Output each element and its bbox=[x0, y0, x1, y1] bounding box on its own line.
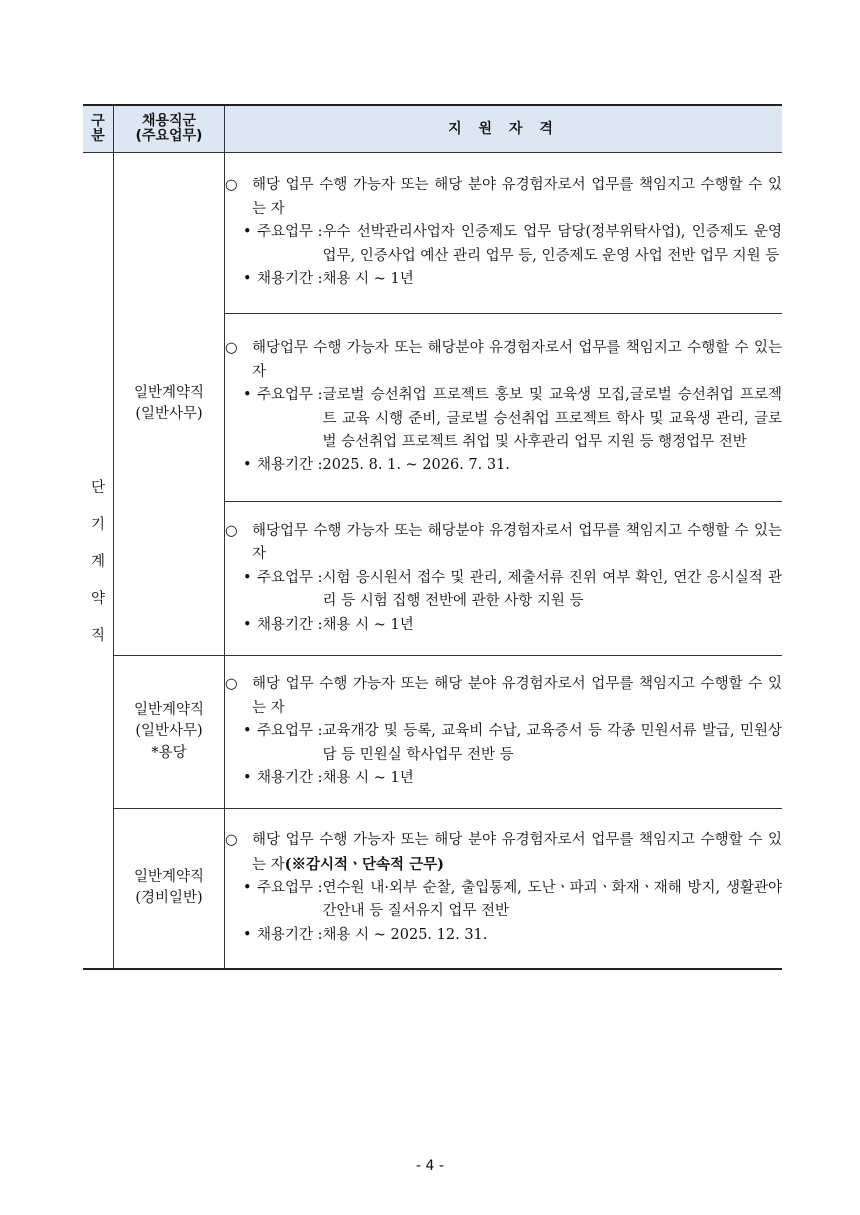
duty-item: • 주요업무 : 연수원 내·외부 순찰, 출입통제, 도난ㆍ파괴ㆍ화재ㆍ재해 방지, 생활관야간안내 등 질서유지 업무 전반 bbox=[225, 877, 782, 924]
job-line: 일반계약직 bbox=[133, 869, 205, 886]
bullet-icon: • bbox=[243, 224, 252, 241]
header-division-bottom: 분 bbox=[91, 128, 105, 144]
qualification-cell bbox=[225, 656, 783, 809]
duty-item: • 주요업무 : 글로벌 승선취업 프로젝트 홍보 및 교육생 모집,글로벌 승선취업 프로젝트 교육 시행 준비, 글로벌 승선취업 프로젝트 학사 및 교육생 관리, 글로벌 승선취업 프로젝트 취업 및 사후관리 업무 지원 등 행정업무 전반 bbox=[225, 384, 782, 454]
recruitment-table bbox=[83, 104, 782, 970]
table-row bbox=[83, 656, 782, 809]
job-line: 일반계약직 bbox=[133, 384, 205, 401]
qualification-cell bbox=[225, 502, 783, 656]
period-item: • 채용기간 : 채용 시 ~ 1년 bbox=[225, 767, 782, 790]
bullet-icon: • bbox=[243, 723, 252, 740]
division-char: 직 bbox=[90, 627, 105, 644]
division-cell bbox=[83, 153, 114, 969]
job-line: 일반계약직 bbox=[133, 702, 205, 719]
bullet-icon: • bbox=[243, 616, 252, 633]
division-char: 계 bbox=[90, 553, 105, 570]
header-division bbox=[83, 105, 114, 153]
period-item: • 채용기간 : 채용 시 ~ 1년 bbox=[225, 268, 782, 291]
bullet-icon: • bbox=[243, 387, 252, 404]
header-job-line2: (주요업무) bbox=[135, 128, 203, 144]
qualification-bold-note: (※감시적ㆍ단속적 근무) bbox=[284, 855, 444, 873]
division-char: 약 bbox=[90, 590, 105, 607]
period-item: • 채용기간 : 2025. 8. 1. ~ 2026. 7. 31. bbox=[225, 454, 782, 477]
duty-item: • 주요업무 : 시험 응시원서 접수 및 관리, 제출서류 진위 여부 확인, 연간 응시실적 관리 등 시험 집행 전반에 관한 사항 지원 등 bbox=[225, 567, 782, 614]
bullet-icon: • bbox=[243, 271, 252, 288]
duty-item: • 주요업무 : 교육개강 및 등록, 교육비 수납, 교육증서 등 각종 민원서류 발급, 민원상담 등 민원실 학사업무 전반 등 bbox=[225, 720, 782, 767]
qualification-cell bbox=[225, 314, 783, 502]
bullet-icon: • bbox=[243, 457, 252, 474]
job-group-cell bbox=[114, 656, 225, 809]
job-line: (일반사무) bbox=[135, 406, 203, 422]
job-group-cell bbox=[114, 809, 225, 969]
division-char: 기 bbox=[90, 516, 105, 533]
bullet-icon: • bbox=[243, 569, 252, 586]
page-number: - 4 - bbox=[416, 1158, 444, 1174]
job-group-cell bbox=[114, 153, 225, 656]
header-job-group bbox=[114, 105, 225, 153]
qualification-text: ○ 해당 업무 수행 가능자 또는 해당 분야 유경험자로서 업무를 책임지고 수행할 수 있는 자(※감시적ㆍ단속적 근무) bbox=[225, 832, 782, 873]
table-row bbox=[83, 153, 782, 314]
bullet-icon: • bbox=[243, 926, 252, 943]
table-row bbox=[83, 809, 782, 969]
job-line: (일반사무) bbox=[135, 723, 203, 740]
duty-item: • 주요업무 : 우수 선박관리사업자 인증제도 업무 담당(정부위탁사업), 인증제도 운영 업무, 인증사업 예산 관리 업무 등, 인증제도 운영 사업 전반 업무 지원 등 bbox=[225, 221, 782, 268]
period-item: • 채용기간 : 채용 시 ~ 1년 bbox=[225, 614, 782, 637]
bullet-icon: • bbox=[243, 880, 252, 896]
qualification-text: ○ 해당 업무 수행 가능자 또는 해당 분야 유경험자로서 업무를 책임지고 수행할 수 있는 자 bbox=[225, 676, 782, 716]
qualification-text: ○ 해당업무 수행 가능자 또는 해당분야 유경험자로서 업무를 책임지고 수행할 수 있는 자 bbox=[225, 522, 782, 563]
qualification-text: ○ 해당업무 수행 가능자 또는 해당분야 유경험자로서 업무를 책임지고 수행할 수 있는 자 bbox=[225, 340, 782, 380]
qualification-text: ○ 해당 업무 수행 가능자 또는 해당 분야 유경험자로서 업무를 책임지고 수행할 수 있는 자 bbox=[225, 177, 782, 217]
table-header-row bbox=[83, 105, 782, 153]
header-qualification: 지 원 자 격 bbox=[225, 105, 783, 153]
header-job-line1: 채용직군 bbox=[141, 113, 197, 130]
qualification-cell bbox=[225, 809, 783, 969]
job-line: (경비일반) bbox=[135, 890, 203, 907]
bullet-icon: • bbox=[243, 770, 252, 787]
header-division-top: 구 bbox=[91, 113, 105, 130]
job-line: *용당 bbox=[151, 744, 187, 761]
period-item: • 채용기간 : 채용 시 ~ 2025. 12. 31. bbox=[225, 924, 782, 947]
division-char: 단 bbox=[90, 479, 105, 496]
qualification-cell bbox=[225, 153, 783, 314]
